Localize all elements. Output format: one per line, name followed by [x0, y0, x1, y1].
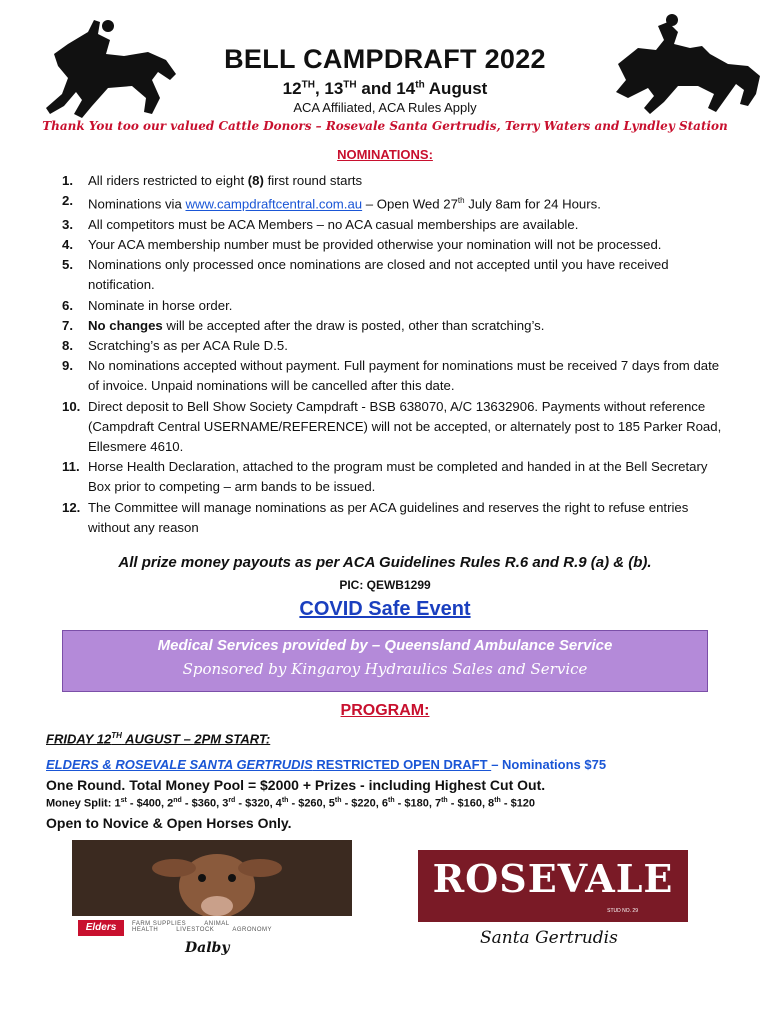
dalby-label: Dalby	[185, 940, 230, 956]
sponsor-line: Sponsored by Kingaroy Hydraulics Sales and Service	[182, 660, 588, 678]
list-item: 12. The Committee will manage nominations as per ACA guidelines and reserves the right to refuse entries without any reason	[62, 499, 689, 535]
elders-categories: FARM SUPPLIES ANIMAL HEALTH LIVESTOCK AGRONOMY	[132, 921, 272, 933]
event-title: BELL CAMPDRAFT 2022	[224, 44, 546, 74]
elders-sponsor-image	[72, 840, 352, 940]
list-item: 8. Scratching’s as per ACA Rule D.5.	[62, 338, 288, 354]
friday-heading: FRIDAY 12TH AUGUST – 2PM START:	[46, 731, 271, 747]
covid-safe-heading: COVID Safe Event	[299, 598, 471, 620]
event-dates: 12TH, 13TH and 14th August	[282, 79, 488, 98]
affiliation-note: ACA Affiliated, ACA Rules Apply	[293, 100, 477, 115]
list-item: 9. No nominations accepted without payment. Full payment for nominations must be received 7 days from date of invoice. Unpaid nominations will be cancelled after this date.	[62, 358, 720, 394]
cattle-donors-thanks: Thank You too our valued Cattle Donors – Rosevale Santa Gertrudis, Terry Waters and Lyndley Station	[42, 119, 728, 133]
rosevale-wordmark: ROSEVALE	[432, 856, 674, 901]
open-horses-note: Open to Novice & Open Horses Only.	[46, 815, 292, 831]
pic-code: PIC: QEWB1299	[339, 578, 431, 592]
draft-title: ELDERS & ROSEVALE SANTA GERTRUDIS RESTRICTED OPEN DRAFT – Nominations $75	[46, 757, 607, 772]
campdraft-central-link[interactable]: www.campdraftcentral.com.au	[185, 196, 363, 212]
services-banner	[62, 630, 708, 692]
bull-icon	[152, 842, 282, 918]
list-item: 3. All competitors must be ACA Members – no ACA casual memberships are available.	[62, 216, 579, 232]
rosevale-logo	[418, 850, 688, 922]
money-pool: One Round. Total Money Pool = $2000 + Prizes - including Highest Cut Out.	[46, 777, 546, 793]
elders-logo: Elders	[78, 920, 124, 936]
prize-money-note: All prize money payouts as per ACA Guidelines Rules R.6 and R.9 (a) & (b).	[118, 554, 652, 571]
list-item: 11. Horse Health Declaration, attached to the program must be completed and handed in at the Bell Secretary Box prior to competing – arm bands to be issued.	[62, 459, 708, 495]
medical-services-line: Medical Services provided by – Queensland Ambulance Service	[157, 637, 613, 654]
nominations-heading: NOMINATIONS:	[337, 147, 433, 162]
nominations-list	[62, 171, 732, 538]
santa-gertrudis-label: Santa Gertrudis	[480, 928, 618, 948]
money-split: Money Split: 1st - $400, 2nd - $360, 3rd - $320, 4th - $260, 5th - $220, 6th - $180, 7th - $160, 8th - $120	[46, 797, 536, 810]
list-item: 4. Your ACA membership number must be provided otherwise your nomination will not be processed.	[62, 237, 662, 252]
list-item: 7. No changes will be accepted after the draw is posted, other than scratching’s.	[62, 317, 545, 333]
list-item: 5. Nominations only processed once nominations are closed and not accepted until you have received notification.	[62, 257, 669, 293]
list-item: 6. Nominate in horse order.	[62, 297, 233, 313]
list-item: 1. All riders restricted to eight (8) first round starts	[62, 173, 363, 188]
program-heading: PROGRAM:	[340, 702, 430, 719]
stud-number: STUD NO. 29	[607, 908, 638, 914]
list-item: 2. Nominations via www.campdraftcentral.com.au – Open Wed 27th July 8am for 24 Hours.	[62, 193, 601, 212]
list-item: 10. Direct deposit to Bell Show Society Campdraft - BSB 638070, A/C 13632906. Payments without reference (Campdraft Central USERNAME/REFERENCE) will not be accepted, or alternately post to 185 Parker Road, Ellesmere 4610.	[62, 398, 722, 455]
